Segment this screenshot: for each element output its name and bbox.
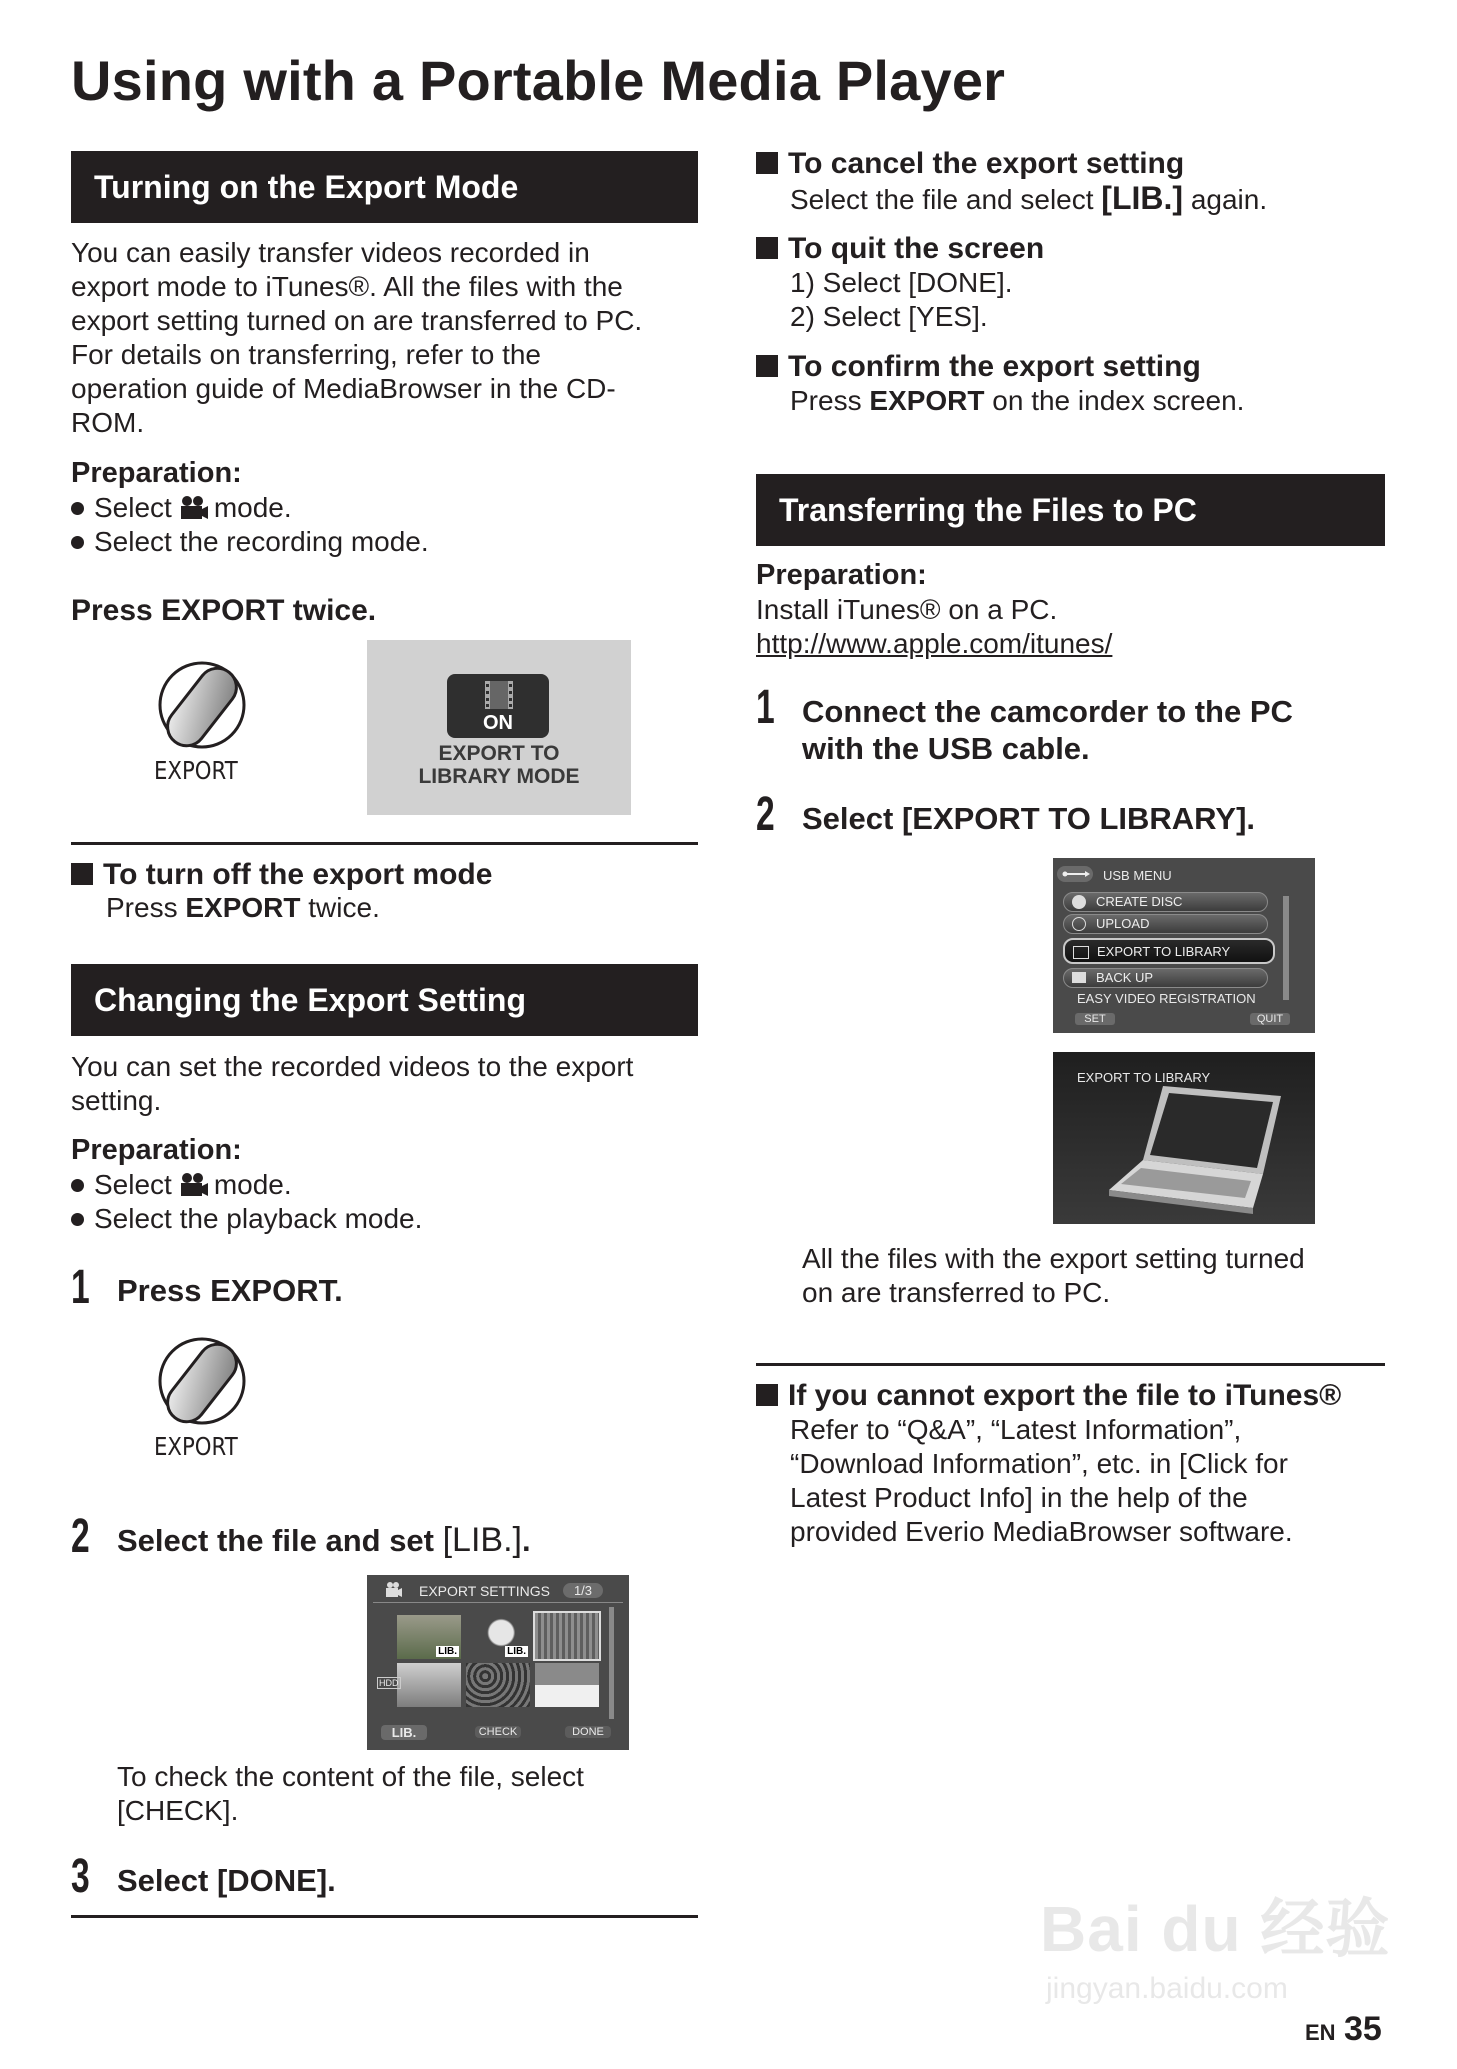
text-bold: EXPORT [185, 892, 301, 923]
prep-text: mode. [213, 1169, 292, 1200]
lib-button[interactable]: LIB. [381, 1725, 427, 1740]
menu-easy-video-registration[interactable]: EASY VIDEO REGISTRATION [1077, 991, 1256, 1006]
quit-steps [790, 266, 1013, 334]
thumbnail[interactable] [397, 1615, 461, 1659]
text: . [521, 1523, 531, 1558]
section-header-export-mode: Turning on the Export Mode [71, 151, 698, 223]
divider [71, 842, 698, 845]
lib-symbol: [LIB.] [442, 1521, 522, 1559]
section-header-transfer: Transferring the Files to PC [756, 474, 1385, 546]
divider [756, 1363, 1385, 1366]
confirm-heading [756, 350, 1201, 384]
prep-item-playback [71, 1202, 422, 1236]
export-mode-badge [447, 674, 549, 738]
lib-badge: LIB. [507, 1646, 526, 1657]
scrollbar[interactable] [1283, 896, 1289, 1000]
export-button-label: EXPORT [154, 1432, 238, 1461]
page-indicator: 1/3 [563, 1583, 603, 1598]
change-export-intro [71, 1050, 711, 1118]
intro-line: setting. [71, 1085, 162, 1116]
preparation-label: Preparation: [71, 457, 242, 489]
export-button-icon [150, 1332, 260, 1432]
export-button-illustration[interactable] [150, 1332, 260, 1468]
cancel-instruction [790, 181, 1267, 217]
note-line: To check the content of the file, select [117, 1761, 584, 1792]
result-line: All the files with the export setting turned [802, 1243, 1305, 1274]
film-icon [483, 680, 515, 710]
intro-line: operation guide of MediaBrowser in the CD- [71, 373, 616, 404]
thumbnail[interactable] [466, 1615, 530, 1659]
library-icon [1073, 946, 1089, 959]
export-mode-intro [71, 236, 711, 440]
usb-menu-title: USB MENU [1103, 868, 1172, 883]
menu-back-up[interactable] [1063, 968, 1268, 988]
text: again. [1183, 184, 1268, 215]
export-settings-screen [367, 1575, 629, 1750]
quit-step: 2) Select [YES]. [790, 301, 988, 332]
prep-text: Select the playback mode. [94, 1203, 423, 1234]
square-bullet-icon [756, 237, 778, 259]
prep-text: Select [94, 1169, 172, 1200]
divider [71, 1915, 698, 1918]
menu-item-label: UPLOAD [1096, 916, 1150, 931]
intro-line: ROM. [71, 407, 145, 438]
disc-icon [1072, 895, 1086, 909]
thumbnail[interactable] [535, 1663, 599, 1707]
watermark-logo: Bai du 经验 [1040, 1893, 1391, 1965]
hdd-icon: HDD [379, 1678, 399, 1688]
text: Select the file and set [117, 1523, 443, 1558]
prep-text: Select the recording mode. [94, 526, 429, 557]
menu-export-to-library[interactable] [1063, 938, 1275, 964]
screen-header [373, 1580, 623, 1603]
video-camera-icon [178, 1172, 208, 1198]
page-number-value: 35 [1344, 2010, 1382, 2048]
transfer-result [802, 1242, 1305, 1310]
prep-item-mode [71, 491, 292, 525]
thumbnail[interactable] [466, 1663, 530, 1707]
press-export-twice: Press EXPORT twice. [71, 594, 377, 627]
body-line: “Download Information”, etc. in [Click for [790, 1448, 1288, 1479]
menu-create-disc[interactable] [1063, 892, 1268, 912]
bullet-icon [71, 502, 84, 515]
square-bullet-icon [71, 863, 93, 885]
body-line: Refer to “Q&A”, “Latest Information”, [790, 1414, 1242, 1445]
intro-line: export setting turned on are transferred to PC. [71, 305, 643, 336]
caption-line: LIBRARY MODE [418, 765, 580, 788]
text: Press [106, 892, 186, 923]
watermark-url: jingyan.baidu.com [1046, 1972, 1288, 2005]
quit-step: 1) Select [DONE]. [790, 267, 1013, 298]
itunes-trouble-body [790, 1413, 1293, 1549]
lib-symbol: [LIB.] [1101, 180, 1184, 216]
prep-item-recording [71, 525, 429, 559]
note-line: [CHECK]. [117, 1795, 239, 1826]
usb-menu-screen [1053, 858, 1315, 1033]
backup-icon [1072, 972, 1086, 983]
section-header-change-export: Changing the Export Setting [71, 964, 698, 1036]
itunes-trouble-heading [756, 1379, 1341, 1413]
screen-title: EXPORT SETTINGS [419, 1583, 550, 1599]
done-button[interactable]: DONE [565, 1726, 611, 1738]
menu-item-label: EXPORT TO LIBRARY [1097, 944, 1231, 959]
heading-text: To cancel the export setting [788, 147, 1185, 180]
menu-upload[interactable] [1063, 914, 1268, 934]
result-line: on are transferred to PC. [802, 1277, 1111, 1308]
body-line: Latest Product Info] in the help of the [790, 1482, 1248, 1513]
video-camera-icon [178, 495, 208, 521]
export-to-library-screen [1053, 1052, 1315, 1224]
confirm-instruction [790, 384, 1244, 418]
intro-line: For details on transferring, refer to the [71, 339, 541, 370]
square-bullet-icon [756, 1384, 778, 1406]
step-number: 1 [756, 681, 775, 734]
export-button-illustration[interactable] [150, 656, 260, 792]
export-mode-screen [367, 640, 631, 815]
scrollbar[interactable] [609, 1607, 614, 1719]
usb-icon [1057, 866, 1093, 882]
globe-icon [1072, 917, 1086, 931]
prep-text: mode. [213, 492, 292, 523]
quit-button[interactable]: QUIT [1250, 1013, 1290, 1025]
step-2-text [117, 1522, 531, 1559]
intro-line: You can set the recorded videos to the export [71, 1051, 634, 1082]
prep-text: Select [94, 492, 172, 523]
heading-text: To turn off the export mode [103, 858, 493, 891]
text: Press [790, 385, 870, 416]
lib-badge: LIB. [438, 1646, 457, 1657]
export-mode-caption [367, 742, 631, 788]
text: on the index screen. [984, 385, 1245, 416]
step-line: with the USB cable. [802, 731, 1090, 766]
menu-item-label: BACK UP [1096, 970, 1154, 985]
text: twice. [300, 892, 380, 923]
laptop-icon [1103, 1082, 1293, 1217]
page-number [1305, 2010, 1382, 2049]
preparation-label: Preparation: [71, 1134, 242, 1166]
itunes-link[interactable]: http://www.apple.com/itunes/ [756, 628, 1113, 659]
body-line: provided Everio MediaBrowser software. [790, 1516, 1293, 1547]
export-button-icon [150, 656, 260, 756]
export-button-label: EXPORT [154, 756, 238, 785]
quit-heading [756, 232, 1044, 266]
transfer-step-1 [802, 693, 1293, 767]
step-number: 1 [71, 1261, 90, 1314]
text-bold: EXPORT [869, 385, 985, 416]
check-button[interactable]: CHECK [475, 1726, 521, 1738]
turn-off-heading [71, 858, 492, 892]
caption-line: EXPORT TO [438, 742, 560, 765]
thumbnail-selected[interactable] [535, 1613, 599, 1659]
transfer-step-2: Select [EXPORT TO LIBRARY]. [802, 801, 1256, 836]
bullet-icon [71, 536, 84, 549]
heading-text: To confirm the export setting [788, 350, 1201, 383]
prep-item-mode [71, 1168, 292, 1202]
cancel-heading [756, 147, 1184, 181]
step-3-text: Select [DONE]. [117, 1863, 336, 1898]
page-title: Using with a Portable Media Player [71, 49, 1006, 112]
set-button[interactable]: SET [1075, 1013, 1115, 1025]
text: Select the file and select [790, 184, 1102, 215]
step-number: 3 [71, 1850, 90, 1903]
step-number: 2 [756, 788, 775, 841]
check-note [117, 1760, 584, 1828]
bullet-icon [71, 1179, 84, 1192]
turn-off-instruction [106, 891, 380, 925]
heading-text: If you cannot export the file to iTunes® [788, 1379, 1342, 1412]
heading-text: To quit the screen [788, 232, 1045, 265]
language-code: EN [1305, 2020, 1336, 2045]
square-bullet-icon [756, 355, 778, 377]
screen-title: EXPORT TO LIBRARY [1077, 1070, 1211, 1085]
preparation-label: Preparation: [756, 559, 927, 591]
step-1-text: Press EXPORT. [117, 1273, 343, 1308]
intro-line: You can easily transfer videos recorded in [71, 237, 590, 268]
bullet-icon [71, 1213, 84, 1226]
intro-line: export mode to iTunes®. All the files with the [71, 271, 623, 302]
menu-item-label: CREATE DISC [1096, 894, 1183, 909]
step-line: Connect the camcorder to the PC [802, 694, 1293, 729]
camera-icon [385, 1582, 403, 1598]
square-bullet-icon [756, 152, 778, 174]
step-number: 2 [71, 1510, 90, 1563]
thumbnail[interactable] [397, 1663, 461, 1707]
install-itunes: Install iTunes® on a PC. [756, 594, 1058, 625]
on-label: ON [483, 712, 513, 734]
